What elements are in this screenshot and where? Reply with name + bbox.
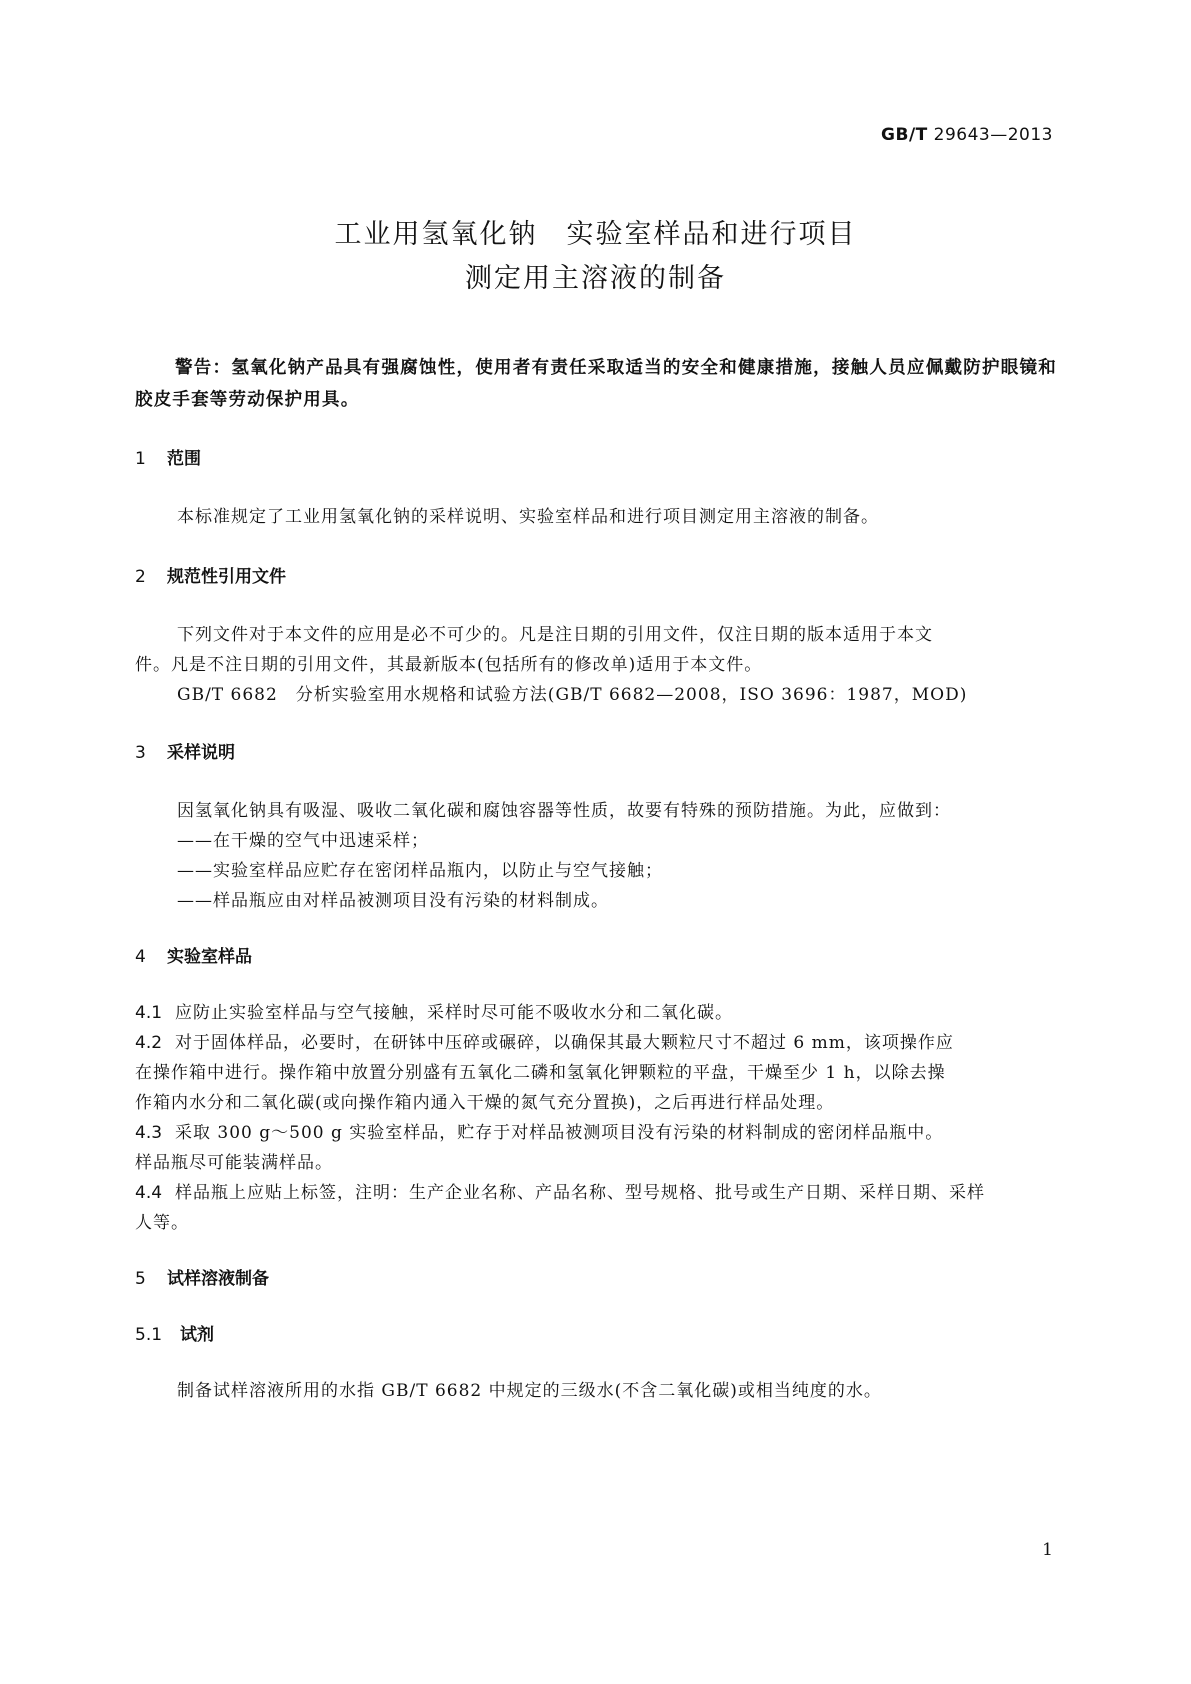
clause-text: 采取 300 g～500 g 实验室样品，贮存于对样品被测项目没有污染的材料制成的密闭样品瓶中。 (175, 1123, 944, 1143)
section-3-intro: 因氢氧化钠具有吸湿、吸收二氧化碳和腐蚀容器等性质，故要有特殊的预防措施。为此，应做到： (177, 801, 951, 821)
document-title-line-2: 测定用主溶液的制备 (465, 263, 726, 294)
clause-4-1 (135, 998, 733, 1023)
list-item: ——实验室样品应贮存在密闭样品瓶内，以防止与空气接触； (177, 861, 663, 881)
section-3-heading (135, 738, 235, 763)
standard-number: 29643—2013 (933, 125, 1053, 145)
section-number: 5 (135, 1269, 146, 1289)
clause-4-3-line-2: 样品瓶尽可能装满样品。 (135, 1153, 333, 1173)
standard-code (881, 125, 1053, 145)
clause-4-2-line-2: 在操作箱中进行。操作箱中放置分别盛有五氧化二磷和氢氧化钾颗粒的平盘，干燥至少 1 h，以除去操 (135, 1063, 946, 1083)
clause-text: 对于固体样品，必要时，在研钵中压碎或碾碎，以确保其最大颗粒尺寸不超过 6 mm，该项操作应 (175, 1033, 954, 1053)
list-item: ——样品瓶应由对样品被测项目没有污染的材料制成。 (177, 891, 609, 911)
clause-number: 4.4 (135, 1183, 163, 1203)
list-item: ——在干燥的空气中迅速采样； (177, 831, 429, 851)
clause-number: 4.2 (135, 1033, 163, 1053)
warning-paragraph (135, 352, 1057, 416)
clause-4-4-line-2: 人等。 (135, 1213, 189, 1233)
section-2-paragraph-line-1: 下列文件对于本文件的应用是必不可少的。凡是注日期的引用文件，仅注日期的版本适用于本文 (177, 625, 933, 645)
section-5-heading (135, 1264, 269, 1289)
clause-number: 4.3 (135, 1123, 163, 1143)
section-title: 范围 (167, 449, 201, 469)
warning-text: 氢氧化钠产品具有强腐蚀性，使用者有责任采取适当的安全和健康措施，接触人员应佩戴防护眼镜和胶皮手套等劳动保护用具。 (135, 358, 1058, 410)
section-number: 4 (135, 947, 146, 967)
section-number: 3 (135, 743, 146, 763)
section-number: 2 (135, 567, 146, 587)
warning-label: 警告： (175, 358, 232, 378)
clause-text: 样品瓶上应贴上标签，注明：生产企业名称、产品名称、型号规格、批号或生产日期、采样日期、采样 (175, 1183, 985, 1203)
page-number: 1 (1042, 1540, 1053, 1560)
subsection-5-1-heading (135, 1320, 214, 1345)
section-2-heading (135, 562, 286, 587)
normative-reference: GB/T 6682 分析实验室用水规格和试验方法(GB/T 6682—2008，ISO 3696：1987，MOD) (177, 685, 968, 705)
section-title: 实验室样品 (167, 947, 252, 967)
standard-prefix: GB/T (881, 125, 928, 145)
section-number: 1 (135, 449, 146, 469)
clause-4-2-line-3: 作箱内水分和二氧化碳(或向操作箱内通入干燥的氮气充分置换)，之后再进行样品处理。 (135, 1093, 835, 1113)
clause-text: 应防止实验室样品与空气接触，采样时尽可能不吸收水分和二氧化碳。 (175, 1003, 733, 1023)
section-title: 规范性引用文件 (167, 567, 286, 587)
section-4-heading (135, 942, 252, 967)
clause-4-4-line-1 (135, 1178, 985, 1203)
subsection-5-1-paragraph: 制备试样溶液所用的水指 GB/T 6682 中规定的三级水(不含二氧化碳)或相当纯度的水。 (177, 1381, 882, 1401)
clause-4-3-line-1 (135, 1118, 943, 1143)
subsection-title: 试剂 (180, 1325, 214, 1345)
section-2-paragraph-line-2: 件。凡是不注日期的引用文件，其最新版本(包括所有的修改单)适用于本文件。 (135, 655, 763, 675)
document-title-line-1: 工业用氢氧化钠 实验室样品和进行项目 (334, 219, 857, 250)
clause-4-2-line-1 (135, 1028, 954, 1053)
clause-number: 4.1 (135, 1003, 163, 1023)
section-title: 试样溶液制备 (167, 1269, 269, 1289)
subsection-number: 5.1 (135, 1325, 163, 1345)
section-title: 采样说明 (167, 743, 235, 763)
section-1-heading (135, 444, 201, 469)
section-1-paragraph: 本标准规定了工业用氢氧化钠的采样说明、实验室样品和进行项目测定用主溶液的制备。 (177, 507, 879, 527)
